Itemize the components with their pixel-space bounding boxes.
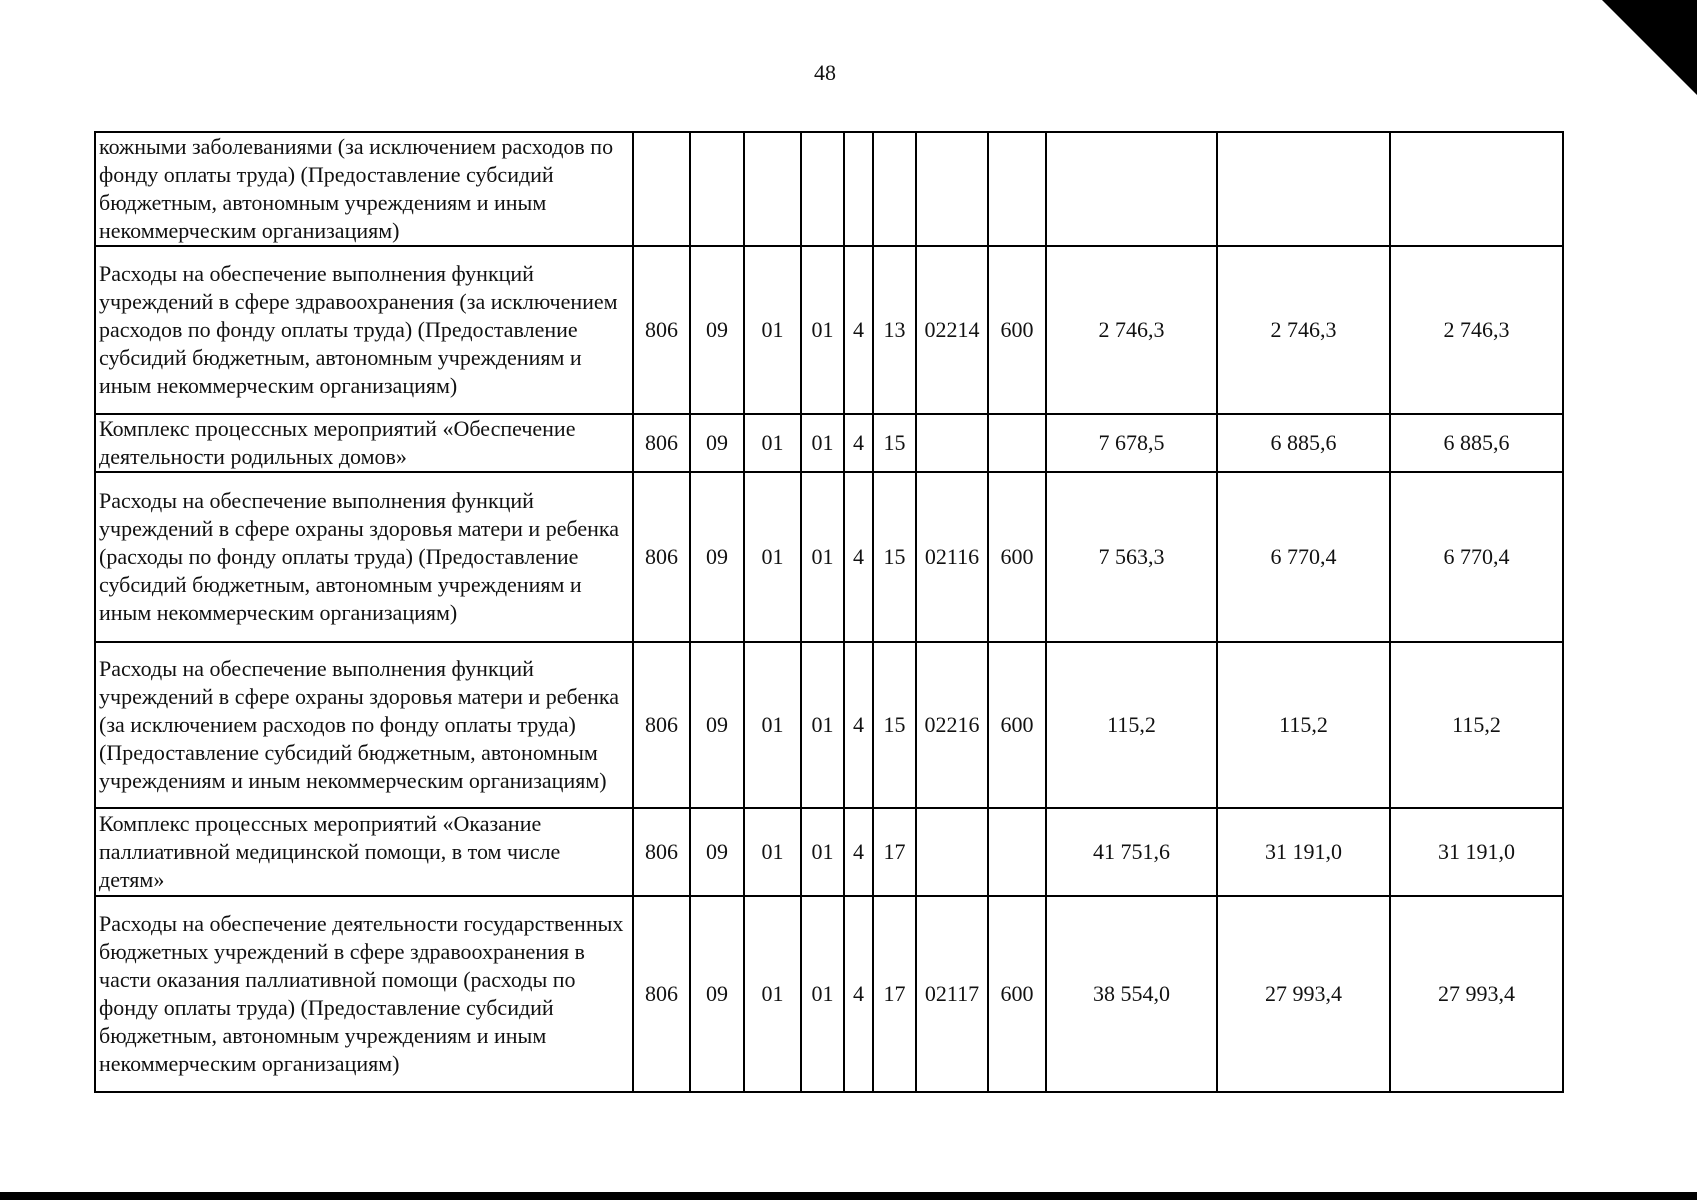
code-cell: 4 xyxy=(844,246,873,414)
code-cell: 01 xyxy=(744,472,801,642)
code-cell: 4 xyxy=(844,642,873,808)
value-cell: 115,2 xyxy=(1046,642,1217,808)
code-cell: 01 xyxy=(744,246,801,414)
code-cell: 01 xyxy=(801,642,844,808)
code-cell xyxy=(916,414,988,472)
code-cell xyxy=(633,132,690,246)
code-cell: 01 xyxy=(801,472,844,642)
value-cell: 7 678,5 xyxy=(1046,414,1217,472)
value-cell: 6 770,4 xyxy=(1217,472,1390,642)
row-name-cell: Расходы на обеспечение выполнения функций учреждений в сфере охраны здоровья матери и ребенка (расходы по фонду оплаты труда) (Предоставление субсидий бюджетным, автономным учреждениям и иным некоммерческим организациям) xyxy=(95,472,633,642)
row-name-cell: Расходы на обеспечение выполнения функций учреждений в сфере здравоохранения (за исключением расходов по фонду оплаты труда) (Предоставление субсидий бюджетным, автономным учреждениям и иным некоммерческим организациям) xyxy=(95,246,633,414)
code-cell: 806 xyxy=(633,642,690,808)
code-cell: 806 xyxy=(633,414,690,472)
code-cell: 02214 xyxy=(916,246,988,414)
budget-table xyxy=(94,131,1564,1093)
code-cell: 09 xyxy=(690,642,744,808)
value-cell: 31 191,0 xyxy=(1217,808,1390,896)
table-row xyxy=(95,132,1563,246)
code-cell: 806 xyxy=(633,246,690,414)
code-cell xyxy=(988,414,1046,472)
code-cell: 01 xyxy=(744,414,801,472)
value-cell: 6 885,6 xyxy=(1217,414,1390,472)
code-cell: 01 xyxy=(801,808,844,896)
code-cell: 09 xyxy=(690,808,744,896)
row-name-cell: Расходы на обеспечение деятельности государственных бюджетных учреждений в сфере здравоохранения в части оказания паллиативной помощи (расходы по фонду оплаты труда) (Предоставление субсидий бюджетным, автономным учреждениям и иным некоммерческим организациям) xyxy=(95,896,633,1092)
code-cell xyxy=(801,132,844,246)
value-cell xyxy=(1390,132,1563,246)
value-cell xyxy=(1217,132,1390,246)
row-name-cell: Комплекс процессных мероприятий «Обеспечение деятельности родильных домов» xyxy=(95,414,633,472)
value-cell: 27 993,4 xyxy=(1217,896,1390,1092)
code-cell xyxy=(873,132,916,246)
value-cell: 115,2 xyxy=(1390,642,1563,808)
code-cell: 806 xyxy=(633,896,690,1092)
code-cell xyxy=(744,132,801,246)
code-cell: 02116 xyxy=(916,472,988,642)
row-name-cell: кожными заболеваниями (за исключением расходов по фонду оплаты труда) (Предоставление субсидий бюджетным, автономным учреждениям и иным некоммерческим организациям) xyxy=(95,132,633,246)
table-row xyxy=(95,642,1563,808)
value-cell: 6 770,4 xyxy=(1390,472,1563,642)
scan-bottom-bar xyxy=(0,1192,1697,1200)
code-cell: 15 xyxy=(873,414,916,472)
row-name-cell: Расходы на обеспечение выполнения функций учреждений в сфере охраны здоровья матери и ребенка (за исключением расходов по фонду оплаты труда) (Предоставление субсидий бюджетным, автономным учреждениям и иным некоммерческим организациям) xyxy=(95,642,633,808)
code-cell: 09 xyxy=(690,896,744,1092)
code-cell: 806 xyxy=(633,472,690,642)
code-cell: 02117 xyxy=(916,896,988,1092)
value-cell: 38 554,0 xyxy=(1046,896,1217,1092)
code-cell: 15 xyxy=(873,642,916,808)
code-cell: 01 xyxy=(801,896,844,1092)
table-row xyxy=(95,414,1563,472)
code-cell xyxy=(988,808,1046,896)
row-name-cell: Комплекс процессных мероприятий «Оказание паллиативной медицинской помощи, в том числе детям» xyxy=(95,808,633,896)
value-cell: 41 751,6 xyxy=(1046,808,1217,896)
code-cell: 02216 xyxy=(916,642,988,808)
value-cell xyxy=(1046,132,1217,246)
code-cell: 01 xyxy=(801,246,844,414)
table-row xyxy=(95,246,1563,414)
code-cell: 15 xyxy=(873,472,916,642)
code-cell: 4 xyxy=(844,414,873,472)
table-row xyxy=(95,808,1563,896)
value-cell: 27 993,4 xyxy=(1390,896,1563,1092)
code-cell xyxy=(916,132,988,246)
code-cell: 09 xyxy=(690,472,744,642)
code-cell xyxy=(844,132,873,246)
code-cell: 01 xyxy=(744,808,801,896)
code-cell: 09 xyxy=(690,414,744,472)
code-cell xyxy=(690,132,744,246)
code-cell: 4 xyxy=(844,472,873,642)
code-cell xyxy=(916,808,988,896)
code-cell: 01 xyxy=(744,642,801,808)
code-cell: 4 xyxy=(844,896,873,1092)
value-cell: 31 191,0 xyxy=(1390,808,1563,896)
code-cell: 01 xyxy=(744,896,801,1092)
code-cell: 600 xyxy=(988,246,1046,414)
code-cell: 17 xyxy=(873,896,916,1092)
table-row xyxy=(95,472,1563,642)
code-cell: 01 xyxy=(801,414,844,472)
value-cell: 115,2 xyxy=(1217,642,1390,808)
code-cell: 600 xyxy=(988,642,1046,808)
value-cell: 2 746,3 xyxy=(1390,246,1563,414)
code-cell: 13 xyxy=(873,246,916,414)
value-cell: 6 885,6 xyxy=(1390,414,1563,472)
value-cell: 2 746,3 xyxy=(1217,246,1390,414)
code-cell: 806 xyxy=(633,808,690,896)
value-cell: 7 563,3 xyxy=(1046,472,1217,642)
table-row xyxy=(95,896,1563,1092)
page-number: 48 xyxy=(814,60,836,85)
value-cell: 2 746,3 xyxy=(1046,246,1217,414)
code-cell: 600 xyxy=(988,896,1046,1092)
code-cell: 17 xyxy=(873,808,916,896)
code-cell: 09 xyxy=(690,246,744,414)
code-cell xyxy=(988,132,1046,246)
code-cell: 600 xyxy=(988,472,1046,642)
code-cell: 4 xyxy=(844,808,873,896)
